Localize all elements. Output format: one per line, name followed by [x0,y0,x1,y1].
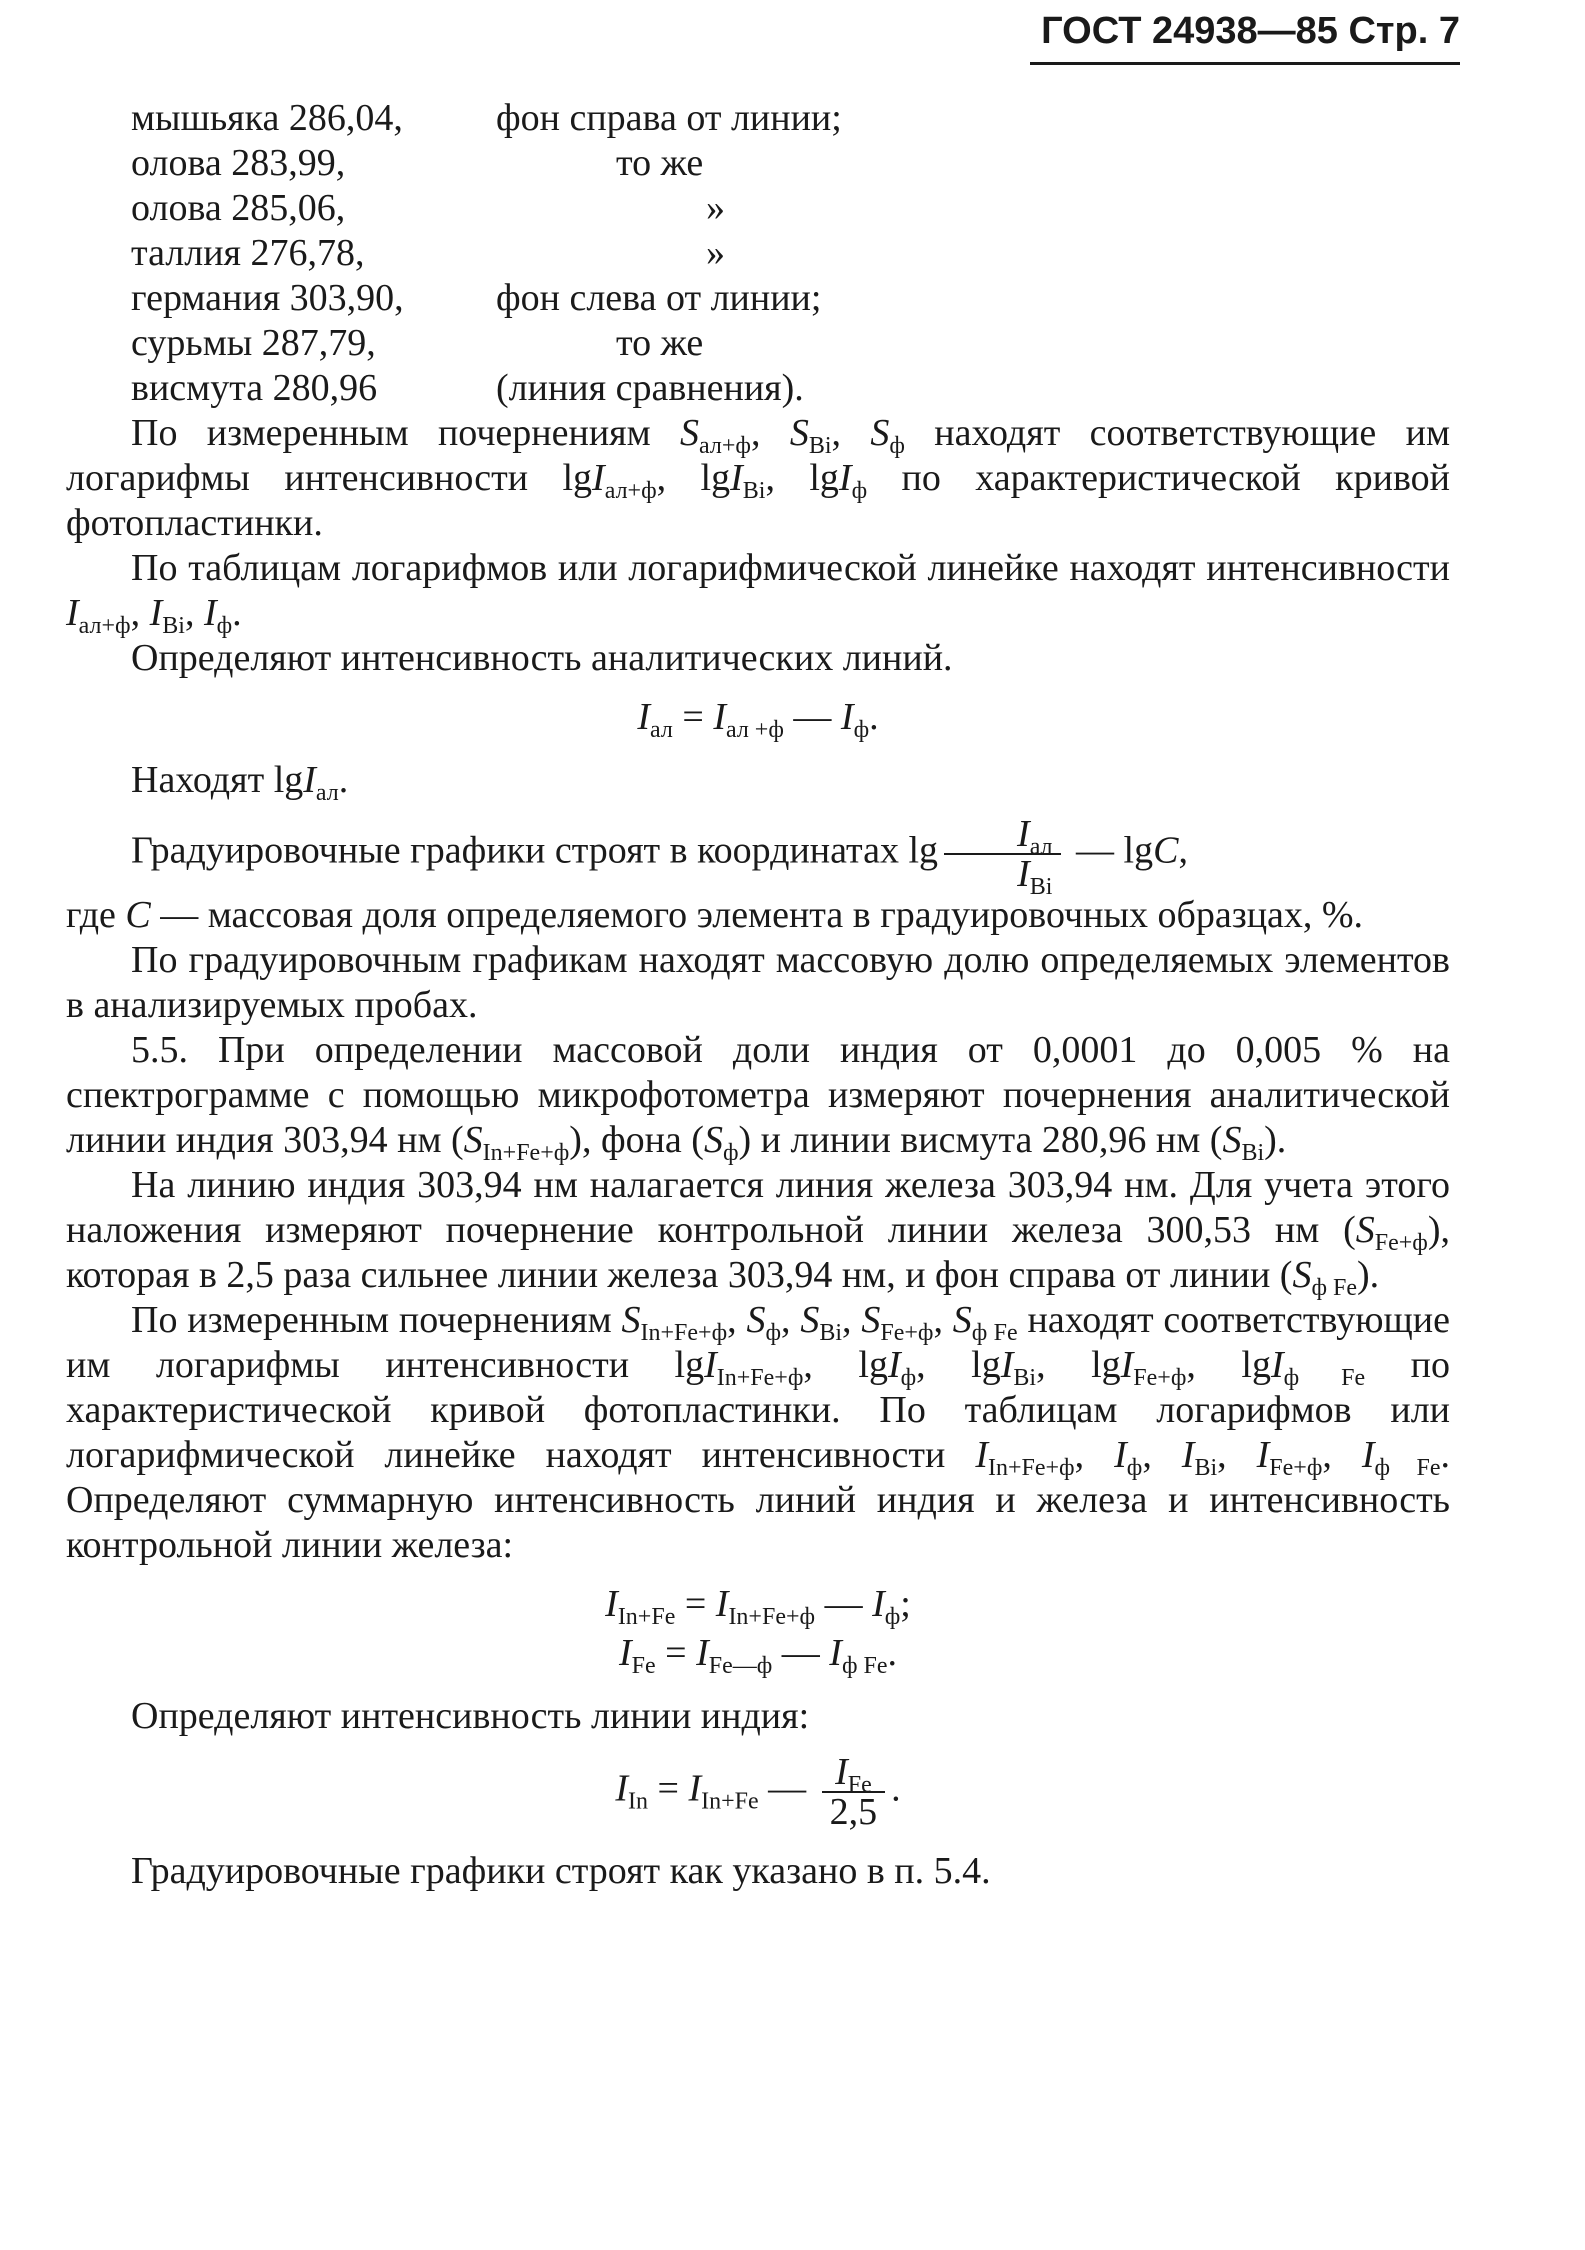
list-item: мышьяка 286,04, фон справа от линии; [131,97,842,139]
formula: $I_{In} = I_{In+Fe}$ — $\frac{I_{Fe}}{2,5}$ . [615,1751,901,1833]
list-item: висмута 280,96 (линия сравнения). [131,367,804,409]
list-item: таллия 276,78, » [131,232,725,274]
paragraph: По измеренным почернениям $S_{ал+ф}$, $S_{Bi}$, $S_ф$ находят соответствующие им логарифмы интенсивности lgI$_{ал+ф}$, lgI$_{Bi}$, lgI$_ф$ по характеристической кривой фотопластинки. [66,412,1451,544]
paragraph: Градуировочные графики строят как указано в п. 5.4. [131,1850,991,1892]
document-body [66,96,1450,1894]
paragraph: где C — массовая доля определяемого элемента в градуировочных образцах, %. [66,894,1364,936]
formula: $I_{ал} = I_{ал +ф}$ — $I_ф$. [637,696,879,743]
element-list [66,96,1450,411]
page-header: ГОСТ 24938—85 Стр. 7 [1030,6,1460,65]
list-item: олова 285,06, » [131,187,725,229]
paragraph: По таблицам логарифмов или логарифмической линейке находят интенсивности $I_{ал+ф}$, $I_{Bi}$, $I_ф$. [66,547,1450,639]
fraction: $\frac{I_{ал}}{I_{Bi}}$ [944,815,1061,893]
list-item: сурьмы 287,79, то же [131,322,704,364]
paragraph: Находят lgI$_{ал}$. [131,759,349,806]
section-5-5: 5.5. При определении массовой доли индия от 0,0001 до 0,005 % на спектрограмме с помощью микрофотометра измеряют почернения аналитической линии индия 303,94 нм $(S_{In+Fe+ф})$, фона $(S_ф)$ и линии висмута 280,96 нм $(S_{Bi})$. [66,1029,1450,1166]
paragraph: Градуировочные графики строят в координатах lg $\frac{I_{ал}}{I_{Bi}}$ — lgC, [131,813,1188,900]
paragraph: По градуировочным графикам находят массовую долю определяемых элементов в анализируемых пробах. [66,939,1450,1026]
formula: $I_{Fe} = I_{Fe—ф}$ — $I_{ф Fe}$. [618,1632,898,1679]
list-item: олова 283,99, то же [131,142,704,184]
paragraph: По измеренным почернениям $S_{In+Fe+ф}$, $S_ф$, $S_{Bi}$, $S_{Fe+ф}$, $S_{ф Fe}$ находят соответствующие им логарифмы интенсивности lgI$_{In+Fe+ф}$, lgI$_ф$, lgI$_{Bi}$, lgI$_{Fe+ф}$, lgI$_{ф Fe}$ по характеристической кривой фотопластинки. По таблицам логарифмов или логарифмической линейке находят интенсивности $I_{In+Fe+ф}$, $I_ф$, $I_{Bi}$, $I_{Fe+ф}$, $I_{ф Fe}$. Определяют суммарную интенсивность линий индия и железа и интенсивность контрольной линии железа: [66,1299,1451,1566]
fraction: $\frac{I_{Fe}}{2,5}$ [822,1753,886,1831]
formula: $I_{In+Fe} = I_{In+Fe+ф}$ — $I_ф$; [605,1583,911,1630]
paragraph: На линию индия 303,94 нм налагается линия железа 303,94 нм. Для учета этого наложения измеряют почернение контрольной линии железа 300,53 нм $(S_{Fe+ф})$, которая в 2,5 раза сильнее линии железа 303,94 нм, и фон справа от линии $(S_{ф Fe})$. [66,1164,1450,1301]
paragraph: Определяют интенсивность аналитических линий. [131,637,953,679]
list-item: германия 303,90, фон слева от линии; [131,277,822,319]
paragraph: Определяют интенсивность линии индия: [131,1695,810,1737]
